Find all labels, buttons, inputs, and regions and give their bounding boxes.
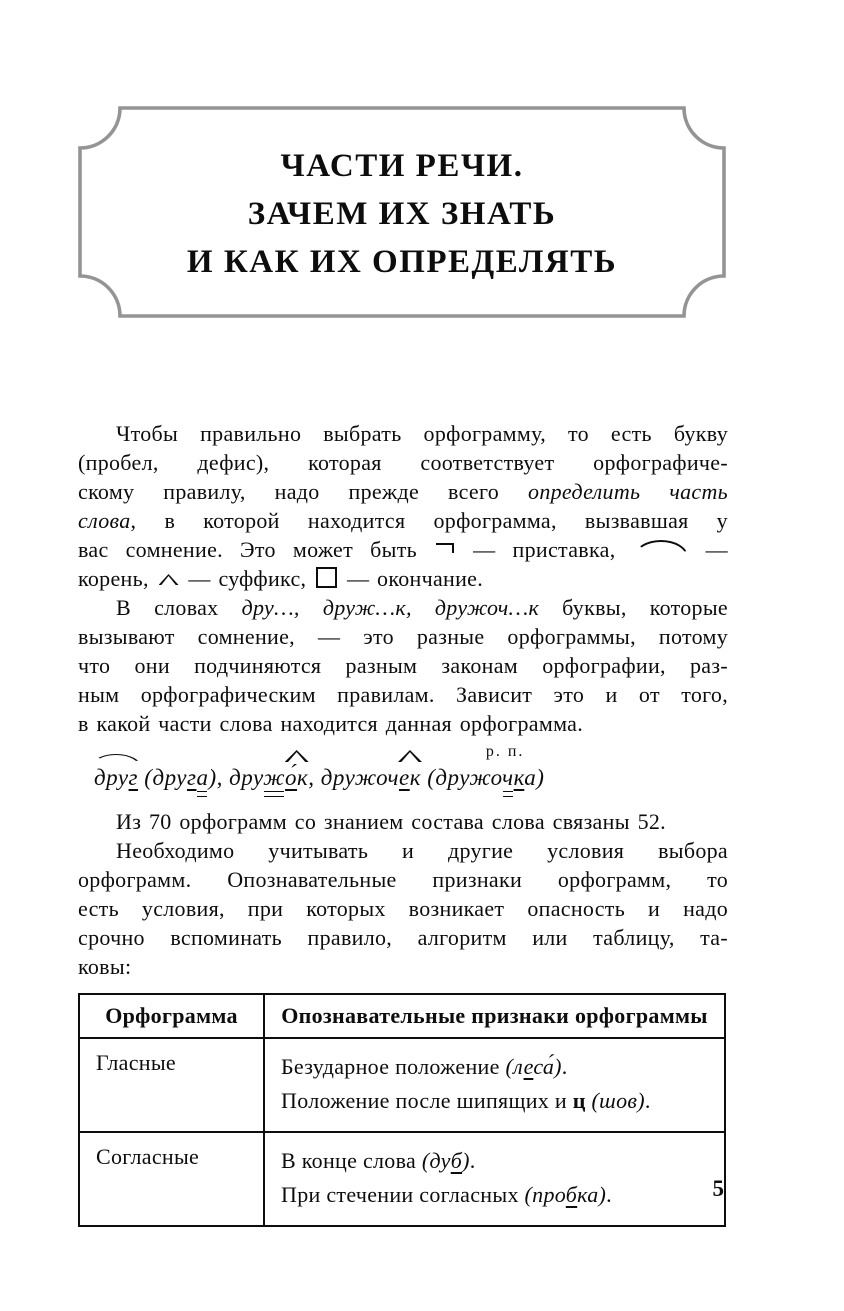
- text-run: .: [469, 1148, 476, 1173]
- text-run: (шов): [591, 1088, 645, 1113]
- paragraph-container: [78, 419, 728, 981]
- text-run: ,: [308, 765, 321, 790]
- text-run: дру: [94, 765, 129, 790]
- text-run: В словах: [116, 595, 242, 620]
- text-run: Положение после шипящих и: [281, 1088, 573, 1113]
- cell-line: [281, 1144, 716, 1178]
- text-run: (дружо: [427, 765, 503, 790]
- text-run: .: [561, 1054, 568, 1079]
- text-line: [78, 680, 728, 709]
- text-run: определить часть: [528, 479, 728, 504]
- text-line: [78, 535, 728, 564]
- text-run: г: [128, 765, 139, 790]
- text-run: в какой части слова находится данная орфограмма.: [78, 711, 584, 736]
- text-line: [78, 952, 728, 981]
- text-run: , в которой находится орфограмма, вызвавшая у: [130, 508, 728, 533]
- text-run: (: [138, 765, 153, 790]
- text-line: [78, 865, 728, 894]
- ending-square-symbol: [316, 567, 337, 588]
- text-run: ным орфографическим правилам. Зависит это и от того,: [78, 682, 728, 707]
- text-run: .: [606, 1182, 612, 1207]
- paragraph: [78, 836, 728, 981]
- text-line: [78, 419, 728, 448]
- text-run: Необходимо учитывать и другие условия выбора: [116, 838, 728, 863]
- text-line: [78, 477, 728, 506]
- table-row: [79, 1132, 725, 1226]
- table-header-row: [79, 994, 725, 1038]
- text-run: а: [196, 765, 209, 790]
- text-line: [78, 622, 728, 651]
- labeled-word: [427, 743, 545, 793]
- text-run: ),: [208, 765, 230, 790]
- text-run: При стечении согласных: [281, 1182, 525, 1207]
- text-run: слова: [78, 508, 131, 533]
- text-line: [78, 564, 728, 593]
- text-run: Из 70 орфограмм со знанием состава слова связаны 52.: [116, 809, 666, 834]
- text-run: са́): [533, 1054, 562, 1079]
- text-run: (про: [524, 1182, 566, 1207]
- text-run: (пробел, дефис), которая соответствует орфографиче-: [78, 450, 728, 475]
- text-line: [78, 593, 728, 622]
- text-run: ): [462, 1148, 470, 1173]
- text-run: (л: [505, 1054, 524, 1079]
- column-header-signs: Опознавательные признаки орфограммы: [264, 994, 725, 1038]
- table-row: [79, 1038, 725, 1132]
- chapter-title-line: ЗАЧЕМ ИХ ЗНАТЬ: [247, 196, 557, 232]
- text-run: —: [688, 537, 728, 562]
- text-run: буквы, которые: [539, 595, 728, 620]
- signs-cell: [264, 1038, 725, 1132]
- paragraph: [78, 807, 728, 836]
- body-text: [78, 419, 728, 1227]
- term-cell: Гласные: [79, 1038, 264, 1132]
- text-run: что они подчиняются разным законам орфографии, раз-: [78, 653, 728, 678]
- text-run: (ду: [421, 1148, 451, 1173]
- text-run: е: [523, 1054, 534, 1079]
- text-run: ка): [577, 1182, 607, 1207]
- root-arc-symbol: [634, 540, 688, 557]
- suffix-caret-symbol: [159, 574, 179, 585]
- column-header-orthogram: Орфограмма: [79, 994, 264, 1038]
- text-run: — приставка,: [456, 537, 633, 562]
- morphology-example-line: [78, 738, 728, 807]
- orthogram-table: [78, 993, 726, 1227]
- chapter-title: [78, 106, 726, 318]
- chapter-title-line: ЧАСТИ РЕЧИ.: [280, 148, 524, 184]
- page-number: 5: [712, 1176, 724, 1201]
- paragraph: [78, 419, 728, 593]
- text-run: В конце слова: [281, 1148, 422, 1173]
- text-run: к: [513, 765, 525, 790]
- text-run: дру: [229, 765, 264, 790]
- text-run: к: [297, 765, 309, 790]
- chapter-title-line: И КАК ИХ ОПРЕДЕЛЯТЬ: [186, 244, 618, 280]
- text-line: [78, 709, 728, 738]
- text-run: есть условия, при которых возникает опасность и надо: [78, 896, 728, 921]
- morpheme-caret: [285, 763, 308, 793]
- text-run: — суффикс,: [180, 566, 315, 591]
- text-run: — окончание.: [339, 566, 484, 591]
- text-run: дру: [152, 765, 187, 790]
- chapter-title-frame: [78, 106, 726, 318]
- text-run: корень,: [78, 566, 157, 591]
- text-run: г: [187, 765, 197, 790]
- morpheme-caret: [399, 763, 421, 793]
- text-run: ковы:: [78, 954, 132, 979]
- text-run: ж: [263, 765, 286, 790]
- text-run: Безударное положение: [281, 1054, 506, 1079]
- text-run: б: [450, 1148, 463, 1173]
- text-run: б: [565, 1182, 578, 1207]
- text-line: [78, 836, 728, 865]
- text-run: Чтобы правильно выбрать орфограмму, то есть букву: [116, 421, 728, 446]
- text-run: о́: [285, 765, 298, 790]
- cell-line: [281, 1050, 716, 1084]
- text-run: ч: [502, 765, 514, 790]
- text-run: е: [398, 765, 410, 790]
- prefix-symbol: [436, 543, 454, 553]
- text-line: [78, 807, 728, 836]
- text-run: дру…, друж…к, дружоч…к: [241, 595, 540, 620]
- text-run: орфограмм. Опознавательные признаки орфограмм, то: [78, 867, 728, 892]
- text-run: а): [524, 765, 545, 790]
- cell-line: [281, 1084, 716, 1118]
- text-line: [78, 923, 728, 952]
- text-run: ц: [572, 1088, 586, 1113]
- text-run: вас сомнение. Это может быть: [78, 537, 435, 562]
- text-line: [78, 506, 728, 535]
- text-line: [78, 651, 728, 680]
- text-run: дружо: [320, 765, 388, 790]
- signs-cell: [264, 1132, 725, 1226]
- text-line: [78, 894, 728, 923]
- text-line: [78, 448, 728, 477]
- case-label: р. п.: [485, 743, 525, 760]
- text-run: .: [644, 1088, 651, 1113]
- text-run: скому правилу, надо прежде всего: [78, 479, 529, 504]
- paragraph: [78, 593, 728, 738]
- text-run: ч: [387, 765, 399, 790]
- text-run: срочно вспоминать правило, алгоритм или таблицу, та-: [78, 925, 728, 950]
- morpheme-arc: [94, 763, 138, 793]
- text-run: вызывают сомнение, — это разные орфограммы, потому: [78, 624, 728, 649]
- cell-line: [281, 1178, 716, 1212]
- text-run: к: [409, 765, 421, 790]
- term-cell: Согласные: [79, 1132, 264, 1226]
